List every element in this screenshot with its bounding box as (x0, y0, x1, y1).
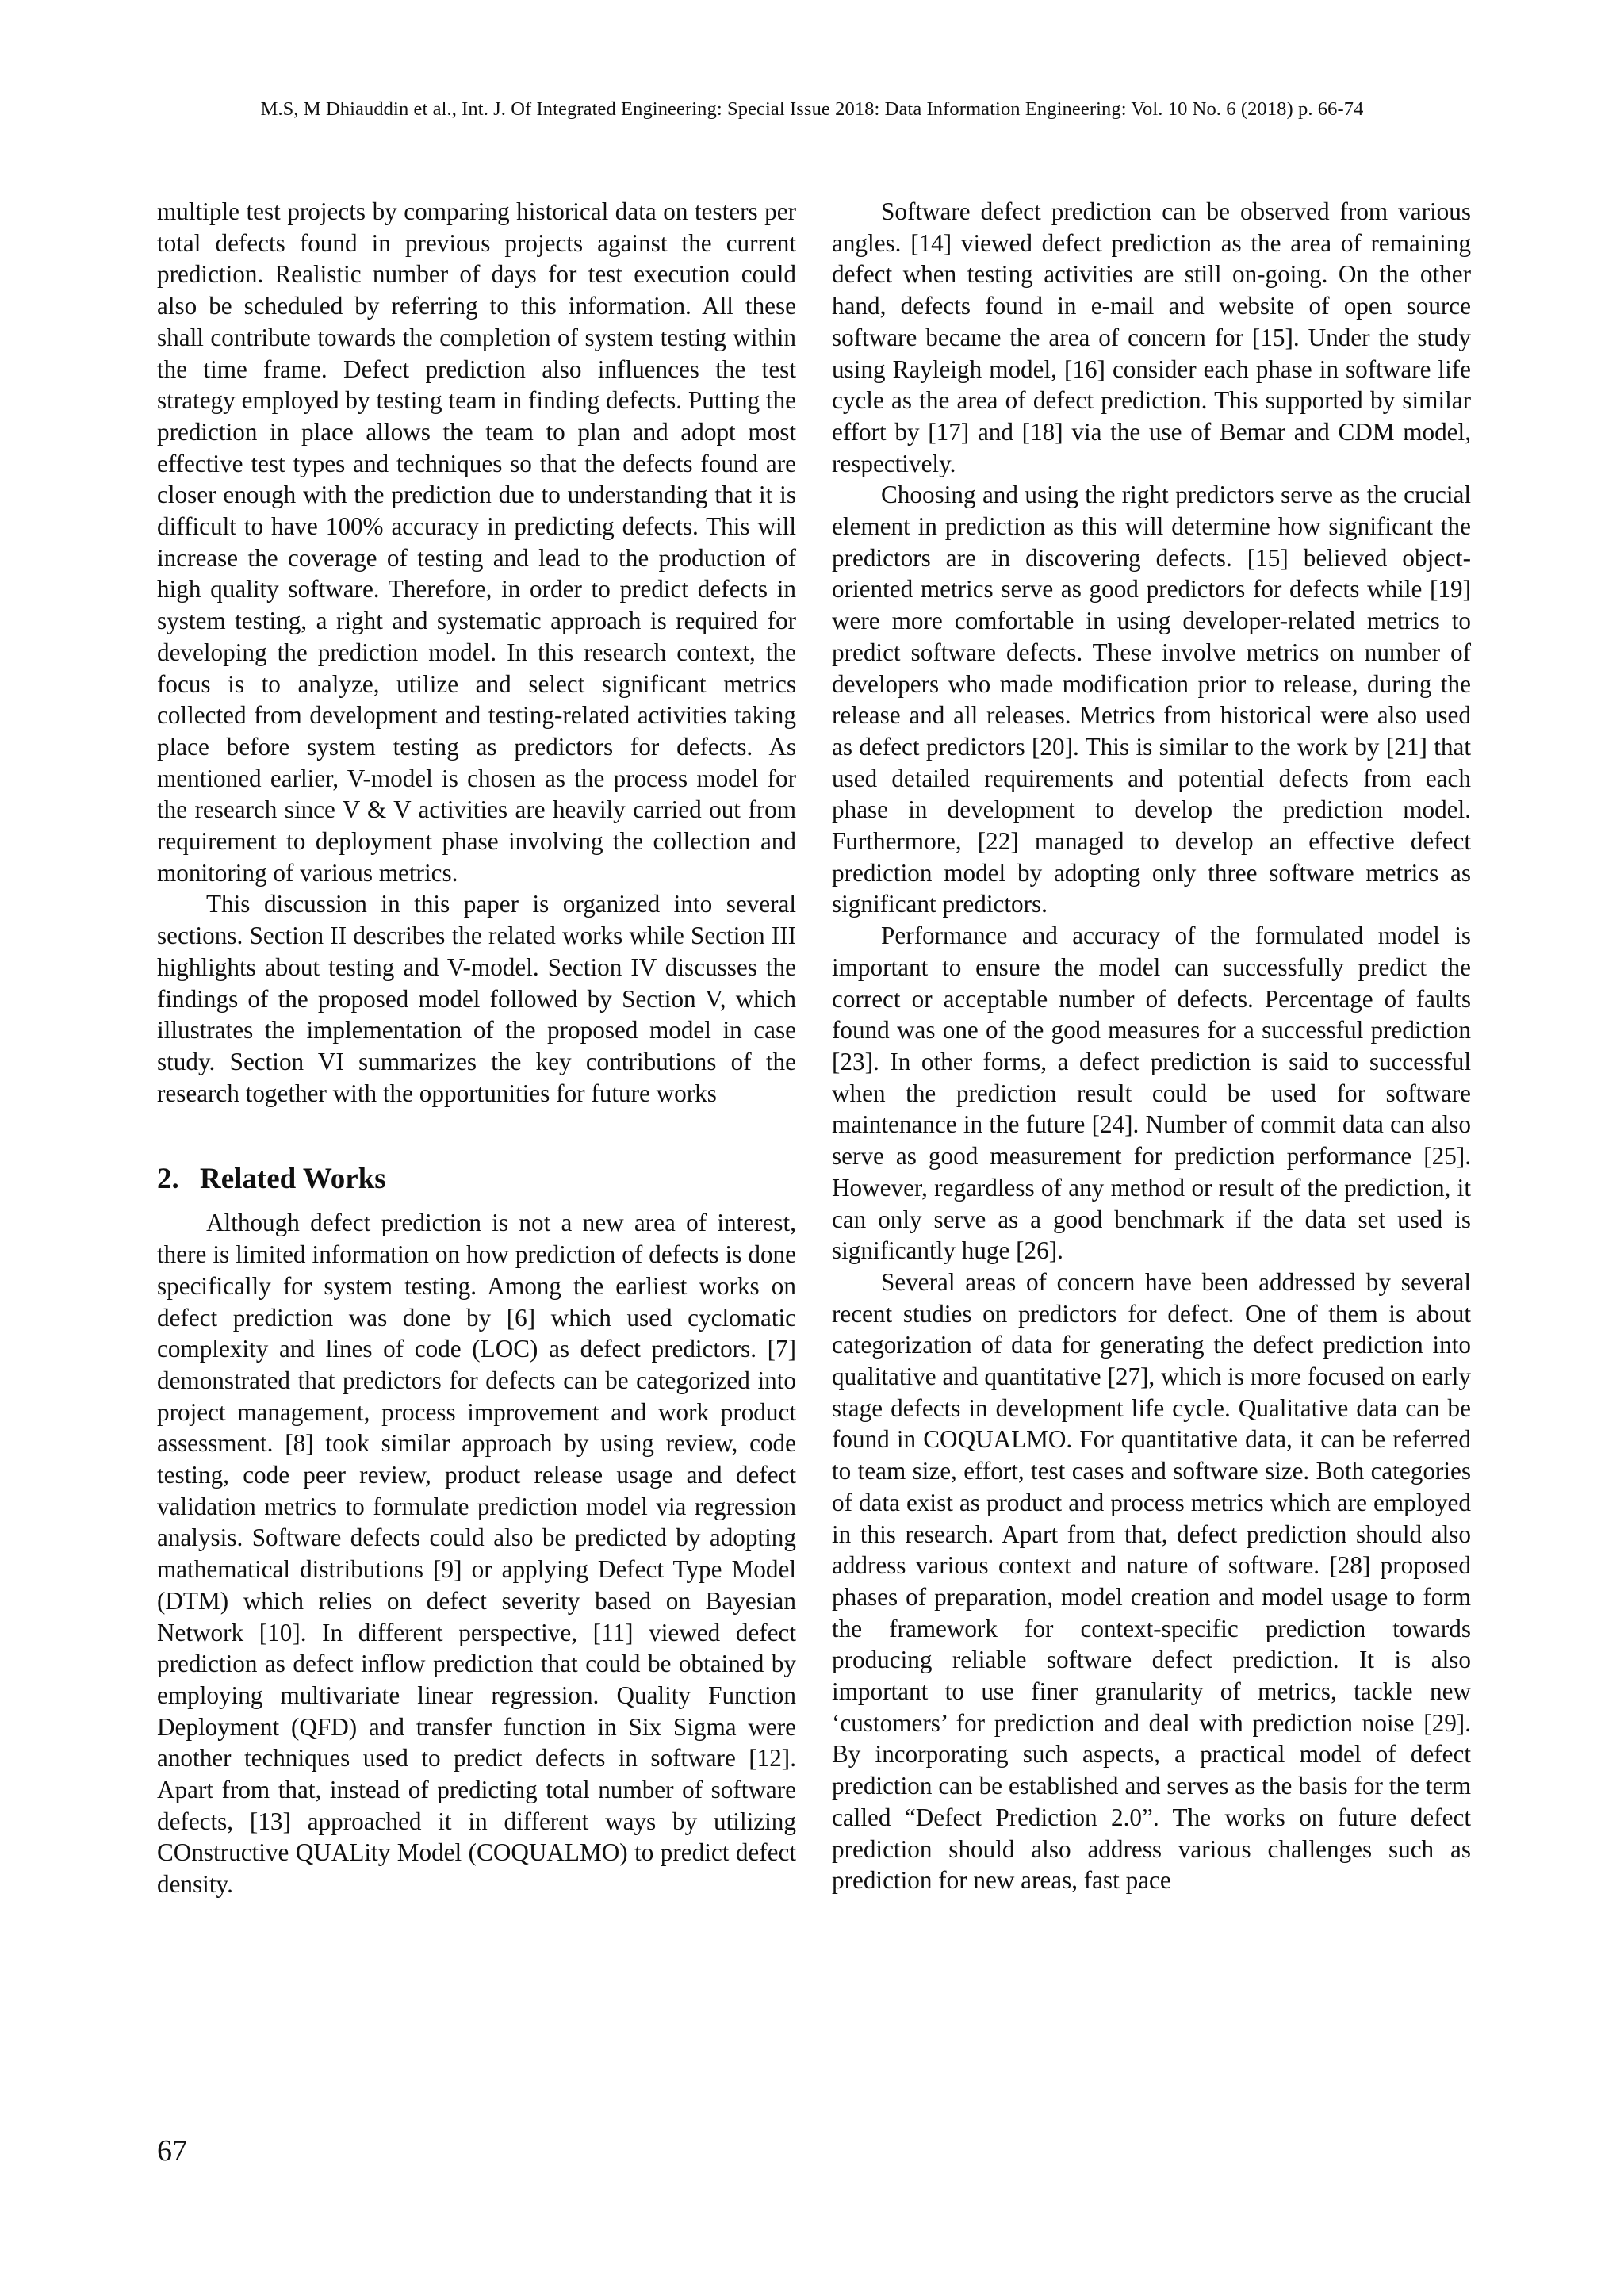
section-title: Related Works (200, 1163, 386, 1196)
paragraph: Several areas of concern have been addressed by several recent studies on predictors for defect. One of them is about categorization of data for generating the defect prediction into qualitative and quantitative [27], which is more focused on early stage defects in development life cycle. Qualitative data can be found in COQUALMO. For quantitative data, it can be referred to team size, effort, test cases and software size. Both categories of data exist as product and process metrics which are employed in this research. Apart from that, defect prediction should also address various context and nature of software. [28] proposed phases of preparation, model creation and model usage to form the framework for context-specific prediction towards producing reliable software defect prediction. It is also important to use finer granularity of metrics, tackle new ‘customers’ for prediction and deal with prediction noise [29]. By incorporating such aspects, a practical model of defect prediction can be established and serves as the basis for the term called “Defect Prediction 2.0”. The works on future defect prediction should also address various challenges such as prediction for new areas, fast pace (832, 1267, 1471, 1895)
paragraph: Performance and accuracy of the formulated model is important to ensure the model can successfully predict the correct or acceptable number of defects. Percentage of faults found was one of the good measures for a successful prediction [23]. In other forms, a defect prediction is said to successful when the prediction result could be used for software maintenance in the future [24]. Number of commit data can also serve as good measurement for prediction performance [25]. However, regardless of any method or result of the prediction, it can only serve as a good benchmark if the data set used is significantly huge [26]. (832, 922, 1471, 1265)
paragraph: Choosing and using the right predictors serve as the crucial element in prediction as this will determine how significant the predictors are in discovering defects. [15] believed object-oriented metrics serve as good predictors for defects while [19] were more comfortable in using developer-related metrics to predict software defects. These involve metrics on number of developers who made modification prior to release, during the release and all releases. Metrics from historical were also used as defect predictors [20]. This is similar to the work by [21] that used detailed requirements and potential defects from each phase in development to develop the prediction model. Furthermore, [22] managed to develop an effective defect prediction model by adopting only three software metrics as significant predictors. (832, 481, 1471, 918)
paragraph: Software defect prediction can be observed from various angles. [14] viewed defect prediction as the area of remaining defect when testing activities are still on-going. On the other hand, defects found in e-mail and website of open source software became the area of concern for [15]. Under the study using Rayleigh model, [16] consider each phase in software life cycle as the area of defect prediction. This supported by similar effort by [17] and [18] via the use of Bemar and CDM model, respectively. (832, 197, 1471, 477)
paragraph: Although defect prediction is not a new area of interest, there is limited information on how prediction of defects is done specifically for system testing. Among the earliest works on defect prediction was done by [6] which used cyclomatic complexity and lines of code (LOC) as defect predictors. [7] demonstrated that predictors for defects can be categorized into project management, process improvement and work product assessment. [8] took similar approach by using review, code testing, code peer review, product release usage and defect validation metrics to formulate prediction model via regression analysis. Software defects could also be predicted by adopting mathematical distributions [9] or applying Defect Type Model (DTM) which relies on defect severity based on Bayesian Network [10]. In different perspective, [11] viewed defect prediction as defect inflow prediction that could be obtained by employing multivariate linear regression. Quality Function Deployment (QFD) and transfer function in Six Sigma were another techniques used to predict defects in software [12]. Apart from that, instead of predicting total number of software defects, [13] approached it in different ways by utilizing COnstructive QUALity Model (COQUALMO) to predict defect density. (157, 1209, 796, 1899)
paragraph: This discussion in this paper is organized into several sections. Section II describes the related works while Section III highlights about testing and V-model. Section IV discusses the findings of the proposed model followed by Section V, which illustrates the implementation of the proposed model in case study. Section VI summarizes the key contributions of the research together with the opportunities for future works (157, 890, 796, 1107)
paragraph: multiple test projects by comparing historical data on testers per total defects found in previous projects against the current prediction. Realistic number of days for test execution could also be scheduled by referring to this information. All these shall contribute towards the completion of system testing within the time frame. Defect prediction also influences the test strategy employed by testing team in finding defects. Putting the prediction in place allows the team to plan and adopt most effective test types and techniques so that the defects found are closer enough with the prediction due to understanding that it is difficult to have 100% accuracy in predicting defects. This will increase the coverage of testing and lead to the production of high quality software. Therefore, in order to predict defects in system testing, a right and systematic approach is required for developing the prediction model. In this research context, the focus is to analyze, utilize and select significant metrics collected from development and testing-related activities taking place before system testing as predictors for defects. As mentioned earlier, V-model is chosen as the process model for the research since V & V activities are heavily carried out from requirement to deployment phase involving the collection and monitoring of various metrics. (157, 197, 796, 887)
right-column (832, 196, 1471, 1896)
running-header: M.S, M Dhiauddin et al., Int. J. Of Integrated Engineering: Special Issue 2018: Data Information Engineering: Vol. 10 No. 6 (2018) p. 66-74 (260, 98, 1364, 120)
left-column (157, 196, 796, 1900)
section-heading (157, 1159, 796, 1199)
page-number: 67 (157, 2134, 187, 2168)
section-number: 2. (157, 1163, 179, 1196)
